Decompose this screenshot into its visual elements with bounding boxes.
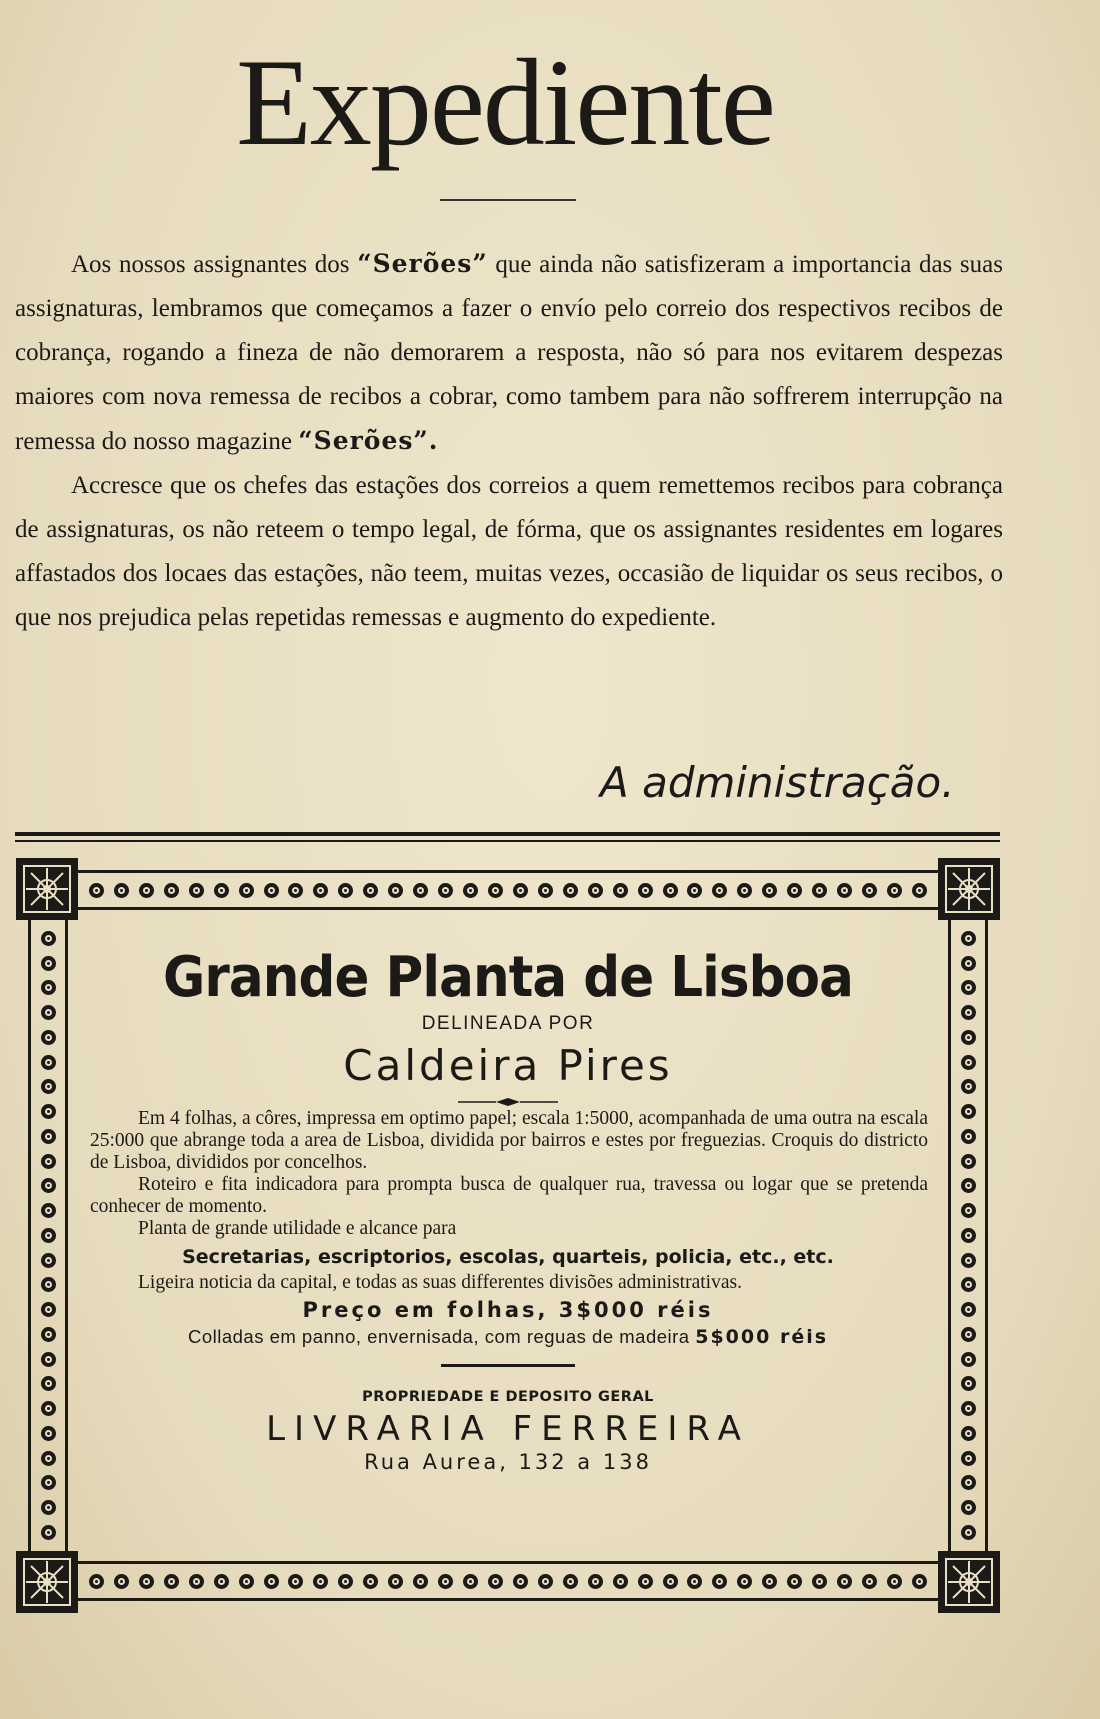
advert-paragraph: Ligeira noticia da capital, e todas as suas differentes divisões administrativas.: [138, 1272, 742, 1293]
rosette-ornament: [712, 1574, 727, 1589]
rosette-ornament: [961, 1426, 976, 1441]
rosette-ornament: [961, 1203, 976, 1218]
advert-paragraph: Planta de grande utilidade e alcance para: [138, 1218, 457, 1239]
rosette-ornament: [41, 956, 56, 971]
rosette-ornament: [338, 1574, 353, 1589]
rosette-ornament: [114, 883, 129, 898]
rosette-ornament: [41, 980, 56, 995]
rosette-ornament: [961, 1451, 976, 1466]
signature: A administração.: [600, 758, 955, 807]
border-left: [28, 920, 68, 1551]
rosette-ornament: [887, 883, 902, 898]
rosette-ornament: [563, 1574, 578, 1589]
notice-text: Aos nossos assignantes dos: [71, 251, 358, 278]
rosette-ornament: [663, 883, 678, 898]
rosette-ornament: [363, 883, 378, 898]
rosette-ornament: [961, 1055, 976, 1070]
rosette-ornament: [961, 1401, 976, 1416]
advert-paragraph: Roteiro e fita indicadora para prompta busca de qualquer rua, travessa ou logar que se pretenda conhecer de momento.: [90, 1174, 928, 1217]
rosette-ornament: [288, 1574, 303, 1589]
corner-ornament: [16, 1551, 78, 1613]
rosette-ornament: [513, 883, 528, 898]
flourish-ornament: [458, 1094, 558, 1104]
advert-description: [82, 1272, 934, 1294]
advert-content: [82, 926, 934, 1545]
rosette-ornament: [837, 1574, 852, 1589]
rosette-ornament: [164, 1574, 179, 1589]
rosette-ornament: [812, 1574, 827, 1589]
rosette-ornament: [41, 1475, 56, 1490]
rosette-ornament: [41, 1327, 56, 1342]
magazine-name: “Serões”: [357, 249, 488, 278]
notice-paragraph-2: Accresce que os chefes das estações dos correios a quem remettemos recibos para cobrança de assignaturas, os não reteem o tempo legal, de fórma, que os assignantes residentes em logares affastados dos locaes das estações, não teem, muitas vezes, occasião de liquidar os seus recibos, o que nos prejudica pelas repetidas remessas e augmento do expediente.: [15, 472, 1003, 631]
rosette-ornament: [961, 1352, 976, 1367]
rosette-ornament: [488, 1574, 503, 1589]
rosette-ornament: [413, 1574, 428, 1589]
rosette-ornament: [588, 1574, 603, 1589]
rosette-ornament: [41, 1030, 56, 1045]
corner-ornament: [938, 858, 1000, 920]
rosette-ornament: [114, 1574, 129, 1589]
rosette-ornament: [313, 1574, 328, 1589]
rosette-ornament: [139, 1574, 154, 1589]
rosette-ornament: [41, 1401, 56, 1416]
rosette-ornament: [588, 883, 603, 898]
rosette-ornament: [388, 1574, 403, 1589]
rosette-ornament: [961, 1104, 976, 1119]
rosette-ornament: [737, 883, 752, 898]
rosette-ornament: [41, 1352, 56, 1367]
rosette-ornament: [164, 883, 179, 898]
rosette-ornament: [463, 1574, 478, 1589]
rosette-ornament: [812, 883, 827, 898]
rosette-ornament: [338, 883, 353, 898]
rosette-ornament: [961, 1302, 976, 1317]
advert-description: [82, 1108, 934, 1240]
rosette-ornament: [663, 1574, 678, 1589]
rosette-ornament: [538, 883, 553, 898]
rosette-ornament: [961, 1178, 976, 1193]
rosette-ornament: [189, 883, 204, 898]
rosette-ornament: [912, 883, 927, 898]
rosette-ornament: [762, 883, 777, 898]
rosette-ornament: [961, 1500, 976, 1515]
rosette-ornament: [862, 883, 877, 898]
rosette-ornament: [41, 1203, 56, 1218]
section-divider: [15, 840, 1000, 842]
rosette-ornament: [787, 1574, 802, 1589]
rosette-ornament: [139, 883, 154, 898]
rosette-ornament: [961, 1079, 976, 1094]
rosette-ornament: [41, 1302, 56, 1317]
rosette-ornament: [438, 883, 453, 898]
rosette-ornament: [41, 1129, 56, 1144]
advert-frame: [16, 858, 1000, 1613]
rosette-ornament: [214, 1574, 229, 1589]
rosette-ornament: [41, 1376, 56, 1391]
rosette-ornament: [961, 1376, 976, 1391]
border-top: [78, 870, 938, 910]
rosette-ornament: [961, 956, 976, 971]
rosette-ornament: [961, 1253, 976, 1268]
title-divider: [440, 199, 576, 201]
advert-audience: Secretarias, escriptorios, escolas, quarteis, policia, etc., etc.: [182, 1246, 834, 1268]
corner-ornament: [16, 858, 78, 920]
rosette-ornament: [613, 1574, 628, 1589]
rosette-ornament: [961, 1129, 976, 1144]
page-title: Expediente: [236, 34, 774, 171]
rosette-ornament: [961, 1228, 976, 1243]
rosette-ornament: [41, 1055, 56, 1070]
rosette-ornament: [388, 883, 403, 898]
rosette-ornament: [363, 1574, 378, 1589]
rosette-ornament: [41, 1277, 56, 1292]
rosette-ornament: [41, 1253, 56, 1268]
price-mounted-value: 5$000 réis: [695, 1326, 829, 1348]
rosette-ornament: [961, 980, 976, 995]
price-sheets: Preço em folhas, 3$000 réis: [302, 1298, 714, 1322]
rosette-ornament: [887, 1574, 902, 1589]
rosette-ornament: [961, 1525, 976, 1540]
rosette-ornament: [41, 1525, 56, 1540]
advert-paragraph: Em 4 folhas, a côres, impressa em optimo papel; escala 1:5000, acompanhada de uma outra na escala 25:000 que abrange toda a area de Lisboa, dividida por bairros e estes por freguezias. Croquis do districto de Lisboa, divididos por concelhos.: [90, 1108, 929, 1173]
notice-paragraph-1: [15, 242, 1003, 464]
rosette-ornament: [189, 1574, 204, 1589]
rosette-ornament: [961, 1030, 976, 1045]
price-mounted: [82, 1324, 934, 1350]
shop-name: LIVRARIA FERREIRA: [266, 1409, 750, 1449]
rosette-ornament: [638, 883, 653, 898]
rosette-ornament: [687, 883, 702, 898]
rosette-ornament: [961, 1327, 976, 1342]
rosette-ornament: [488, 883, 503, 898]
rosette-ornament: [41, 1228, 56, 1243]
rosette-ornament: [89, 1574, 104, 1589]
advert-subtitle: DELINEADA POR: [421, 1013, 595, 1034]
notice-text: que ainda não satisfizeram a importancia das suas assignaturas, lembramos que começamos a fazer o envío pelo correio dos respectivos recibos de cobrança, rogando a fineza de não demorarem a resposta, não só para nos evitarem despezas maiores com nova remessa de recibos a cobrar, como tambem para não soffrerem interrupção na remessa do nosso magazine: [15, 251, 1003, 455]
rosette-ornament: [712, 883, 727, 898]
rosette-ornament: [687, 1574, 702, 1589]
rosette-ornament: [438, 1574, 453, 1589]
rosette-ornament: [41, 1500, 56, 1515]
rosette-ornament: [41, 1178, 56, 1193]
rosette-ornament: [638, 1574, 653, 1589]
rosette-ornament: [762, 1574, 777, 1589]
rosette-ornament: [41, 1005, 56, 1020]
rosette-ornament: [264, 883, 279, 898]
section-divider: [15, 832, 1000, 836]
rosette-ornament: [239, 1574, 254, 1589]
rosette-ornament: [837, 883, 852, 898]
rosette-ornament: [961, 1475, 976, 1490]
rosette-ornament: [912, 1574, 927, 1589]
rosette-ornament: [41, 1451, 56, 1466]
shop-address: Rua Aurea, 132 a 138: [364, 1450, 652, 1474]
rosette-ornament: [961, 931, 976, 946]
rosette-ornament: [961, 1154, 976, 1169]
rosette-ornament: [313, 883, 328, 898]
rosette-ornament: [89, 883, 104, 898]
rosette-ornament: [563, 883, 578, 898]
rosette-ornament: [787, 883, 802, 898]
rosette-ornament: [41, 1154, 56, 1169]
corner-ornament: [938, 1551, 1000, 1613]
rosette-ornament: [41, 931, 56, 946]
rosette-ornament: [737, 1574, 752, 1589]
border-right: [948, 920, 988, 1551]
rosette-ornament: [288, 883, 303, 898]
rosette-ornament: [961, 1005, 976, 1020]
rosette-ornament: [41, 1104, 56, 1119]
advert-divider: [441, 1364, 575, 1367]
rosette-ornament: [264, 1574, 279, 1589]
rosette-ornament: [961, 1277, 976, 1292]
advert-author: Caldeira Pires: [343, 1041, 673, 1090]
rosette-ornament: [513, 1574, 528, 1589]
border-bottom: [78, 1561, 938, 1601]
advert-title: Grande Planta de Lisboa: [163, 945, 853, 1010]
rosette-ornament: [214, 883, 229, 898]
rosette-ornament: [613, 883, 628, 898]
magazine-name: “Serões”.: [298, 426, 439, 455]
price-mounted-label: Colladas em panno, envernisada, com reguas de madeira: [187, 1326, 696, 1347]
rosette-ornament: [41, 1426, 56, 1441]
owner-line: PROPRIEDADE E DEPOSITO GERAL: [362, 1389, 654, 1405]
rosette-ornament: [41, 1079, 56, 1094]
rosette-ornament: [413, 883, 428, 898]
notice-body: [15, 242, 1003, 640]
rosette-ornament: [239, 883, 254, 898]
rosette-ornament: [463, 883, 478, 898]
rosette-ornament: [538, 1574, 553, 1589]
rosette-ornament: [862, 1574, 877, 1589]
